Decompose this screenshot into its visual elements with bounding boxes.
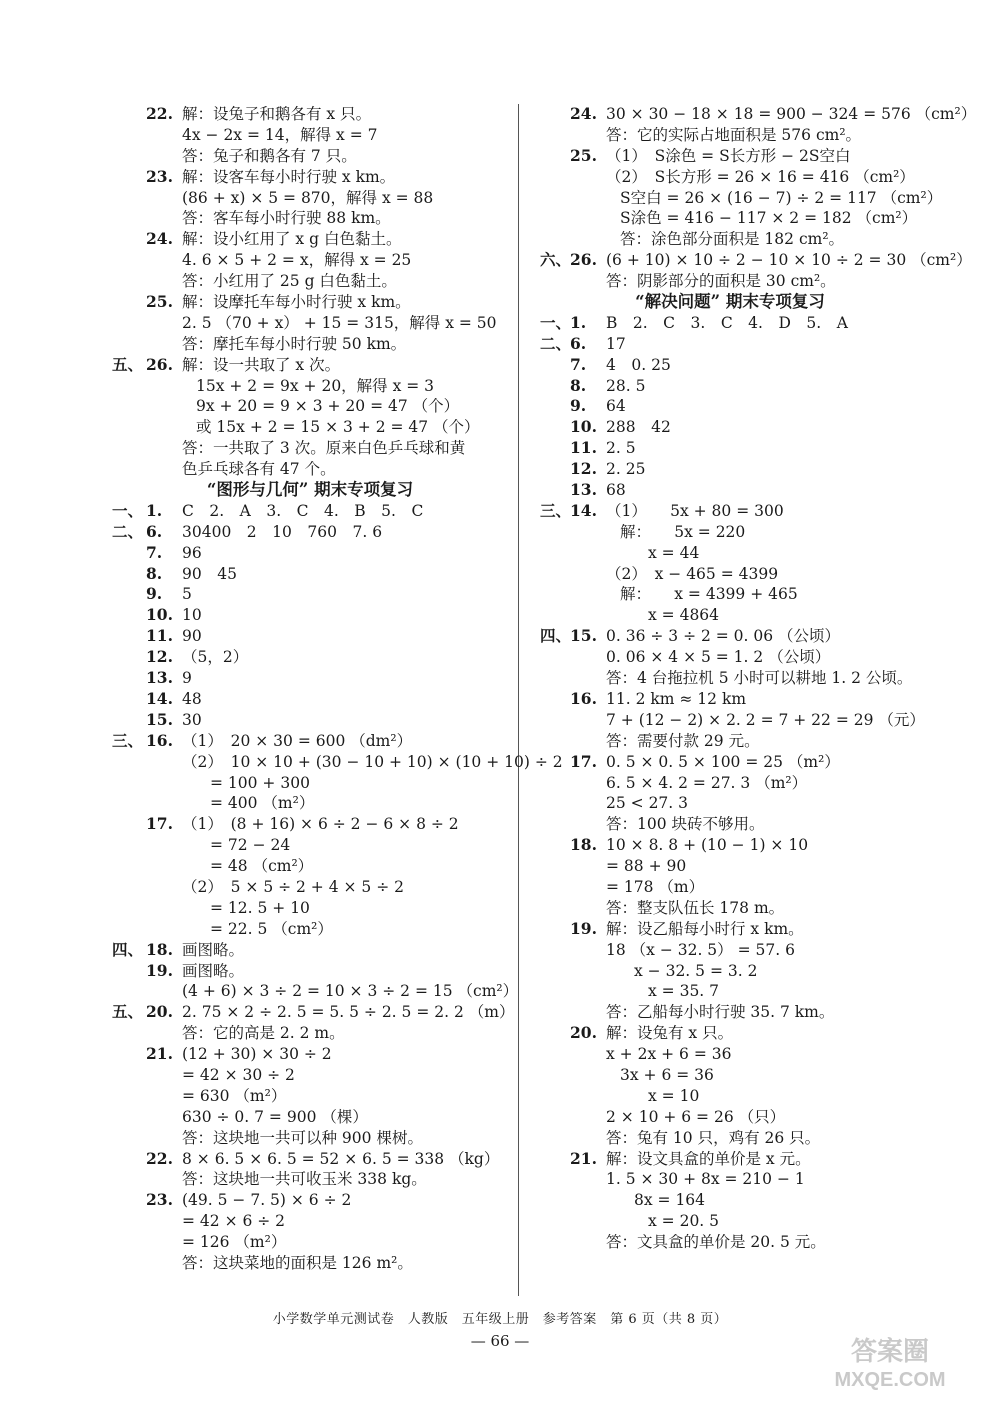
answer-line <box>540 856 920 877</box>
answer-text: x = 4864 <box>648 606 720 625</box>
answer-text: 答：100 块砖不够用。 <box>606 815 765 834</box>
question-number: 6. <box>146 521 163 541</box>
watermark-bottom-text: MXQE.COM <box>834 1369 946 1391</box>
answer-line <box>112 104 508 125</box>
answer-line <box>112 376 508 397</box>
question-number: 7. <box>146 542 163 562</box>
answer-text: C 2. A 3. C 4. B 5. C <box>182 501 424 520</box>
answer-line <box>112 1232 508 1253</box>
answer-text: 或 15x + 2 = 15 × 3 + 2 = 47 （个） <box>196 418 480 437</box>
right-answer-column <box>540 104 977 1253</box>
answer-line <box>112 877 508 898</box>
question-number: 20. <box>146 1002 173 1022</box>
question-number: 11. <box>146 626 173 646</box>
answer-line <box>112 584 508 605</box>
answer-line <box>112 1044 508 1065</box>
answer-line <box>112 898 508 919</box>
answer-text: 2. 5 （70 + x） + 15 = 315，解得 x = 50 <box>182 313 497 332</box>
answer-text: 答：小红用了 25 g 白色黏土。 <box>182 272 397 291</box>
answer-text: 答：这块地一共可收玉米 338 kg。 <box>182 1170 427 1189</box>
answer-line <box>540 1169 920 1190</box>
answer-line <box>540 271 920 292</box>
answer-line <box>540 167 920 188</box>
question-number: 23. <box>146 166 173 186</box>
answer-line <box>112 961 508 982</box>
answer-line <box>112 773 508 794</box>
question-number: 17. <box>570 751 597 771</box>
question-number: 12. <box>146 647 173 667</box>
answer-line <box>540 438 920 459</box>
answer-text: 1. 5 × 30 + 8x = 210 − 1 <box>606 1170 805 1189</box>
answer-text: 解：设文具盒的单价是 x 元。 <box>606 1149 811 1168</box>
answer-line <box>540 1190 920 1211</box>
question-number: 9. <box>146 584 163 604</box>
answer-line <box>540 773 920 794</box>
answer-line <box>112 564 508 585</box>
answer-line <box>540 1107 920 1128</box>
section-number: 六、 <box>540 250 572 270</box>
answer-text: = 100 + 300 <box>210 773 310 792</box>
answer-text: = 630 （m²） <box>182 1086 287 1105</box>
answer-text: 答：它的实际占地面积是 576 cm²。 <box>606 125 862 144</box>
answer-line <box>540 1002 920 1023</box>
answer-line <box>540 564 920 585</box>
answer-text: 答：4 台拖拉机 5 小时可以耕地 1. 2 公顷。 <box>606 669 913 688</box>
question-number: 10. <box>570 417 597 437</box>
answer-text: 解：设摩托车每小时行驶 x km。 <box>182 293 411 312</box>
question-number: 24. <box>146 229 173 249</box>
answer-text: 48 <box>182 689 202 708</box>
answer-line <box>540 793 920 814</box>
question-number: 15. <box>146 709 173 729</box>
question-number: 9. <box>570 396 587 416</box>
answer-line <box>540 480 920 501</box>
answer-line <box>540 355 920 376</box>
answer-text: （5，2） <box>182 648 249 667</box>
answer-line <box>540 626 920 647</box>
answer-text: 7 + (12 − 2) × 2. 2 = 7 + 22 = 29 （元） <box>606 710 925 729</box>
answer-text: 0. 06 × 4 × 5 = 1. 2 （公顷） <box>606 648 831 667</box>
answer-text: 答：这块地一共可以种 900 棵树。 <box>182 1128 423 1147</box>
answer-line <box>540 814 920 835</box>
answer-text: = 42 × 30 ÷ 2 <box>182 1065 295 1084</box>
answer-line <box>112 125 508 146</box>
answer-line <box>112 146 508 167</box>
answer-line <box>112 292 508 313</box>
answer-text: 答：客车每小时行驶 88 km。 <box>182 209 391 228</box>
answer-text: 25 < 27. 3 <box>606 794 689 813</box>
answer-text: B 2. C 3. C 4. D 5. A <box>606 313 848 332</box>
answer-line <box>540 1149 920 1170</box>
question-number: 1. <box>570 312 587 332</box>
answer-text: 答：涂色部分面积是 182 cm²。 <box>620 230 845 249</box>
answer-line <box>540 250 972 271</box>
answer-text: 4. 6 × 5 + 2 = x，解得 x = 25 <box>182 251 412 270</box>
answer-text: x − 32. 5 = 3. 2 <box>634 961 758 980</box>
answer-text: 答：这块菜地的面积是 126 m²。 <box>182 1253 413 1272</box>
answer-text: 解：设一共取了 x 次。 <box>182 355 341 374</box>
section-title <box>112 480 508 501</box>
section-number: 二、 <box>112 521 144 541</box>
answer-line <box>112 522 508 543</box>
question-number: 16. <box>146 730 173 750</box>
answer-text: 8 × 6. 5 × 6. 5 = 52 × 6. 5 = 338 （kg） <box>182 1149 500 1168</box>
answer-text: = 72 − 24 <box>210 836 291 855</box>
section-number: 一、 <box>112 500 144 520</box>
answer-line <box>112 1211 508 1232</box>
section-number: 五、 <box>112 354 144 374</box>
answer-text: （2） 10 × 10 + (30 − 10 + 10) × (10 + 10) ÷ 2 <box>182 752 563 771</box>
answer-text: 6. 5 × 4. 2 = 27. 3 （m²） <box>606 773 808 792</box>
answer-text: 17 <box>606 334 626 353</box>
answer-line <box>112 981 519 1002</box>
question-number: 24. <box>570 104 597 123</box>
question-number: 22. <box>146 1148 173 1168</box>
question-number: 7. <box>570 354 587 374</box>
answer-line <box>112 229 508 250</box>
answer-line <box>540 146 920 167</box>
answer-line <box>540 1211 920 1232</box>
section-number: 一、 <box>540 312 572 332</box>
answer-text: 30400 2 10 760 7. 6 <box>182 522 383 541</box>
question-number: 26. <box>146 354 173 374</box>
answer-text: = 178 （m） <box>606 877 705 896</box>
answer-text: (86 + x) × 5 = 870，解得 x = 88 <box>182 188 434 207</box>
answer-line <box>540 584 920 605</box>
answer-text: 30 × 30 − 18 × 18 = 900 − 324 = 576 （cm²） <box>606 105 977 123</box>
question-number: 13. <box>146 668 173 688</box>
question-number: 20. <box>570 1023 597 1043</box>
question-number: 10. <box>146 605 173 625</box>
answer-text: 10 <box>182 606 202 625</box>
answer-line <box>112 731 508 752</box>
answer-line <box>112 919 508 940</box>
section-title <box>540 292 920 313</box>
answer-line <box>112 1002 515 1023</box>
answer-line <box>112 835 508 856</box>
answer-line <box>540 835 920 856</box>
answer-line <box>540 501 920 522</box>
section-number: 五、 <box>112 1002 144 1022</box>
answer-text: 答：需要付款 29 元。 <box>606 731 760 750</box>
answer-line <box>112 543 508 564</box>
answer-line <box>112 501 508 522</box>
question-number: 18. <box>570 835 597 855</box>
answer-text: 18 （x − 32. 5） = 57. 6 <box>606 940 795 959</box>
answer-text: 解：设兔子和鹅各有 x 只。 <box>182 105 372 123</box>
question-number: 21. <box>146 1044 173 1064</box>
answer-text: 90 45 <box>182 564 237 583</box>
answer-text: 11. 2 km ≈ 12 km <box>606 689 747 708</box>
answer-line <box>112 626 508 647</box>
answer-text: （1） (8 + 16) × 6 ÷ 2 − 6 × 8 ÷ 2 <box>182 815 459 834</box>
answer-text: （1） 20 × 30 = 600 （dm²） <box>182 731 413 750</box>
answer-text: S涂色 = 416 − 117 × 2 = 182 （cm²） <box>620 209 918 228</box>
section-title-text: “解决问题” 期末专项复习 <box>635 292 825 312</box>
answer-text: = 48 （cm²） <box>210 857 314 876</box>
answer-text: 解：设兔有 x 只。 <box>606 1024 734 1043</box>
answer-text: 0. 5 × 0. 5 × 100 = 25 （m²） <box>606 752 840 771</box>
answer-text: x = 44 <box>648 543 700 562</box>
answer-line <box>540 605 920 626</box>
answer-text: 答：摩托车每小时行驶 50 km。 <box>182 334 407 353</box>
section-number: 三、 <box>112 730 144 750</box>
answer-line <box>112 188 508 209</box>
answer-line <box>540 1065 920 1086</box>
answer-text: 8x = 164 <box>634 1191 706 1210</box>
answer-text: = 12. 5 + 10 <box>210 898 310 917</box>
question-number: 13. <box>570 480 597 500</box>
answer-line <box>112 167 508 188</box>
question-number: 26. <box>570 250 597 270</box>
answer-text: 画图略。 <box>182 961 245 980</box>
answer-text: 答：兔子和鹅各有 7 只。 <box>182 146 357 165</box>
answer-text: 5 <box>182 585 192 604</box>
answer-line <box>540 522 920 543</box>
question-number: 1. <box>146 500 163 520</box>
question-number: 19. <box>146 960 173 980</box>
answer-text: x = 20. 5 <box>648 1212 720 1231</box>
answer-text: = 126 （m²） <box>182 1233 287 1252</box>
answer-text: 4x − 2x = 14，解得 x = 7 <box>182 125 378 144</box>
answer-line <box>540 396 920 417</box>
answer-line <box>540 417 920 438</box>
answer-text: 9x + 20 = 9 × 3 + 20 = 47 （个） <box>196 397 460 416</box>
answer-text: 解：设乙船每小时行 x km。 <box>606 919 804 938</box>
answer-line <box>540 647 920 668</box>
answer-line <box>540 710 925 731</box>
answer-text: （2） 5 × 5 ÷ 2 + 4 × 5 ÷ 2 <box>182 877 404 896</box>
question-number: 25. <box>570 145 597 165</box>
answer-text: = 88 + 90 <box>606 857 687 876</box>
answer-text: （1） 5x + 80 = 300 <box>606 501 784 520</box>
answer-line <box>540 334 920 355</box>
column-divider <box>518 104 519 1296</box>
answer-line <box>112 1190 508 1211</box>
answer-text: 630 ÷ 0. 7 = 900 （棵） <box>182 1107 368 1126</box>
answer-text: 68 <box>606 481 626 500</box>
answer-line <box>540 1044 920 1065</box>
answer-text: 96 <box>182 543 202 562</box>
answer-text: 3x + 6 = 36 <box>620 1065 714 1084</box>
answer-text: 答：整支队伍长 178 m。 <box>606 898 785 917</box>
answer-line <box>112 1023 508 1044</box>
question-number: 14. <box>570 500 597 520</box>
answer-line <box>112 271 508 292</box>
watermark-logo <box>820 1330 960 1392</box>
question-number: 17. <box>146 814 173 834</box>
answer-text: (4 + 6) × 3 ÷ 2 = 10 × 3 ÷ 2 = 15 （cm²） <box>182 982 519 1001</box>
answer-line <box>112 1128 508 1149</box>
question-number: 18. <box>146 939 173 959</box>
answer-line <box>112 417 508 438</box>
answer-text: 答：它的高是 2. 2 m。 <box>182 1024 345 1043</box>
answer-line <box>112 605 508 626</box>
answer-line <box>540 752 920 773</box>
answer-text: （2） S长方形 = 26 × 16 = 416 （cm²） <box>606 167 915 186</box>
answer-text: 9 <box>182 669 192 688</box>
answer-line <box>112 313 508 334</box>
answer-text: 答：文具盒的单价是 20. 5 元。 <box>606 1233 826 1252</box>
answer-text: 30 <box>182 710 202 729</box>
answer-text: S空白 = 26 × (16 − 7) ÷ 2 = 117 （cm²） <box>620 188 943 207</box>
answer-text: 答：阴影部分的面积是 30 cm²。 <box>606 272 836 291</box>
answer-line <box>540 1023 920 1044</box>
left-answer-column <box>112 104 563 1274</box>
answer-text: x = 35. 7 <box>648 982 720 1001</box>
answer-line <box>112 793 508 814</box>
answer-line <box>540 961 920 982</box>
answer-line <box>540 689 920 710</box>
answer-text: 10 × 8. 8 + (10 − 1) × 10 <box>606 836 809 855</box>
answer-line <box>112 396 508 417</box>
question-number: 16. <box>570 688 597 708</box>
section-title-text: “图形与几何” 期末专项复习 <box>206 480 414 500</box>
answer-line <box>112 752 563 773</box>
answer-text: 解：设客车每小时行驶 x km。 <box>182 167 396 186</box>
answer-line <box>112 1107 508 1128</box>
answer-text: 2. 5 <box>606 439 636 458</box>
answer-text: = 400 （m²） <box>210 794 315 813</box>
page-footer: 小学数学单元测试卷 人教版 五年级上册 参考答案 第 6 页（共 8 页） <box>272 1312 728 1327</box>
answer-line <box>540 104 977 125</box>
answer-line <box>112 438 508 459</box>
answer-line <box>540 919 920 940</box>
answer-line <box>540 940 920 961</box>
section-number: 三、 <box>540 500 572 520</box>
answer-line <box>540 208 920 229</box>
answer-text: 答：乙船每小时行驶 35. 7 km。 <box>606 1003 835 1022</box>
answer-line <box>540 125 920 146</box>
answer-line <box>540 668 920 689</box>
answer-line <box>540 229 920 250</box>
answer-line <box>112 689 508 710</box>
answer-text: 64 <box>606 397 626 416</box>
question-number: 21. <box>570 1148 597 1168</box>
answer-text: 答：一共取了 3 次。原来白色乒乓球和黄 <box>182 439 466 458</box>
question-number: 11. <box>570 438 597 458</box>
answer-line <box>112 647 508 668</box>
question-number: 8. <box>146 563 163 583</box>
answer-text: （2） x − 465 = 4399 <box>606 564 779 583</box>
question-number: 15. <box>570 626 597 646</box>
answer-line <box>540 981 920 1002</box>
answer-line <box>112 710 508 731</box>
answer-line <box>540 898 920 919</box>
answer-text: 色乒乓球各有 47 个。 <box>182 460 336 479</box>
answer-line <box>540 188 943 209</box>
answer-text: = 22. 5 （cm²） <box>210 919 333 938</box>
answer-text: 解：设小红用了 x g 白色黏土。 <box>182 230 402 249</box>
answer-line <box>540 1232 920 1253</box>
answer-text: (49. 5 − 7. 5) × 6 ÷ 2 <box>182 1191 352 1210</box>
answer-line <box>112 1149 508 1170</box>
answer-text: 画图略。 <box>182 940 245 959</box>
question-number: 12. <box>570 459 597 479</box>
answer-text: 90 <box>182 627 202 646</box>
answer-line <box>112 1065 508 1086</box>
answer-line <box>112 1086 508 1107</box>
answer-line <box>112 1253 508 1274</box>
answer-line <box>540 459 920 480</box>
answer-text: x + 2x + 6 = 36 <box>606 1045 732 1064</box>
answer-line <box>112 250 508 271</box>
watermark-top-text: 答案圈 <box>850 1336 930 1366</box>
question-number: 19. <box>570 918 597 938</box>
section-number: 四、 <box>540 626 572 646</box>
section-number: 四、 <box>112 939 144 959</box>
answer-line <box>112 1169 508 1190</box>
answer-line <box>540 731 920 752</box>
page-number: — 66 — <box>470 1332 530 1350</box>
answer-line <box>540 543 920 564</box>
answer-line <box>112 208 508 229</box>
question-number: 14. <box>146 688 173 708</box>
answer-line <box>112 334 508 355</box>
answer-text: 解： x = 4399 + 465 <box>620 585 798 604</box>
section-number: 二、 <box>540 333 572 353</box>
answer-text: 4 0. 25 <box>606 355 671 374</box>
answer-text: (6 + 10) × 10 ÷ 2 − 10 × 10 ÷ 2 = 30 （cm²） <box>606 251 972 270</box>
answer-text: 2. 25 <box>606 460 646 479</box>
answer-text: （1） S涂色 = S长方形 − 2S空白 <box>606 146 851 165</box>
answer-line <box>112 668 508 689</box>
answer-text: x = 10 <box>648 1086 700 1105</box>
answer-text: = 42 × 6 ÷ 2 <box>182 1212 286 1231</box>
question-number: 23. <box>146 1190 173 1210</box>
question-number: 22. <box>146 104 173 123</box>
answer-text: 解： 5x = 220 <box>620 522 746 541</box>
answer-line <box>112 355 508 376</box>
answer-line <box>112 940 508 961</box>
answer-line <box>540 1128 920 1149</box>
question-number: 8. <box>570 375 587 395</box>
answer-text: 15x + 2 = 9x + 20，解得 x = 3 <box>196 376 435 395</box>
answer-line <box>540 376 920 397</box>
answer-text: 2. 75 × 2 ÷ 2. 5 = 5. 5 ÷ 2. 5 = 2. 2 （m） <box>182 1003 515 1022</box>
answer-line <box>540 313 920 334</box>
answer-line <box>112 814 508 835</box>
answer-text: 0. 36 ÷ 3 ÷ 2 = 0. 06 （公顷） <box>606 627 841 646</box>
answer-line <box>112 856 508 877</box>
answer-text: (12 + 30) × 30 ÷ 2 <box>182 1045 332 1064</box>
answer-text: 答：兔有 10 只，鸡有 26 只。 <box>606 1128 821 1147</box>
answer-text: 28. 5 <box>606 376 646 395</box>
question-number: 25. <box>146 292 173 312</box>
question-number: 6. <box>570 333 587 353</box>
answer-line <box>540 1086 920 1107</box>
answer-text: 288 42 <box>606 418 671 437</box>
answer-line <box>540 877 920 898</box>
answer-text: 2 × 10 + 6 = 26 （只） <box>606 1107 786 1126</box>
answer-line <box>112 459 508 480</box>
